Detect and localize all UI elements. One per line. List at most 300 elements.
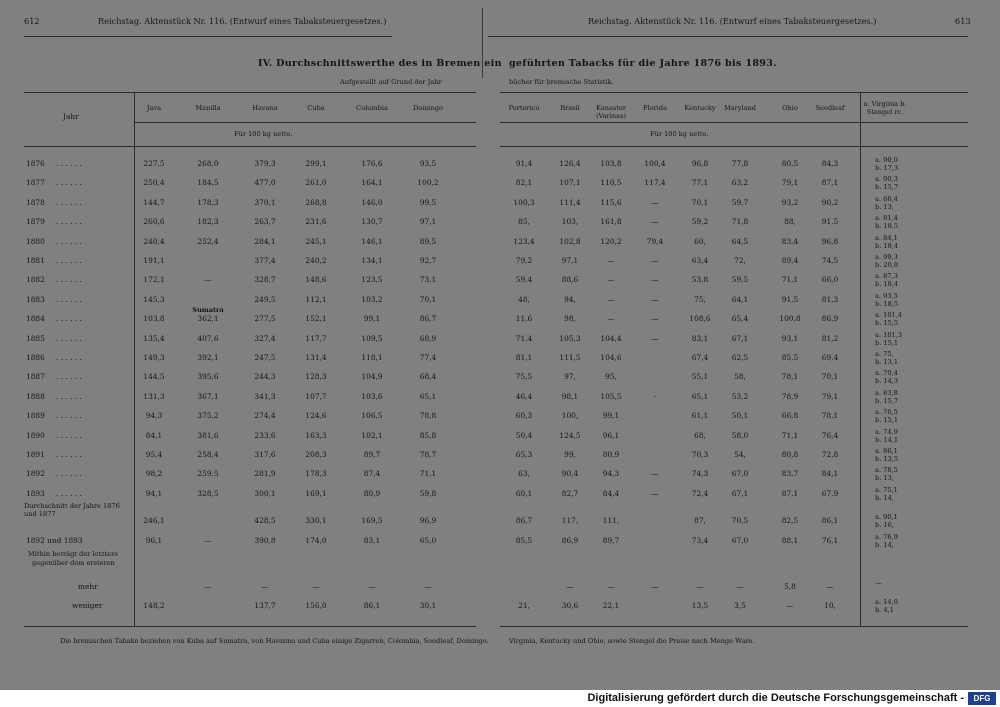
- year-label: 1886: [26, 353, 45, 362]
- cell-virginia-a: a. 93,5: [875, 291, 898, 300]
- right-page-number: 613: [955, 16, 971, 26]
- cell-virginia-a: —: [875, 579, 882, 587]
- cell-right: 77,8: [731, 159, 749, 168]
- cell-left: 78,8: [419, 411, 437, 421]
- cell-left: 145,3: [143, 294, 165, 304]
- cell-left: 277,5: [254, 314, 276, 324]
- diff-label-1: Mithin beträgt der letztere: [28, 550, 119, 558]
- cell-right: 105,5: [600, 391, 622, 401]
- cell-right: 120,2: [600, 236, 622, 246]
- cell-right: 21,: [518, 601, 530, 610]
- cell-virginia-a: a. 75,1: [875, 485, 898, 494]
- cell-left: —: [204, 275, 212, 285]
- cell-right: 59,4: [515, 275, 533, 285]
- cell-right: 99,1: [602, 411, 620, 421]
- cell-right: 88,6: [561, 275, 579, 285]
- cell-right: 82,5: [781, 516, 799, 525]
- cell-right: 87,1: [821, 178, 839, 188]
- leader-dots: . . . . . .: [56, 391, 82, 401]
- cell-right: 64,5: [731, 236, 749, 246]
- cell-right: —: [651, 488, 659, 498]
- cell-left: 97,1: [419, 217, 437, 227]
- cell-left: 103,8: [143, 314, 165, 324]
- cell-right: 100,8: [779, 314, 801, 324]
- cell-left: 244,3: [254, 372, 276, 382]
- cell-right: 53,8: [691, 275, 709, 285]
- year-label: 1879: [26, 217, 45, 227]
- year-label: 1878: [26, 197, 45, 207]
- cell-right: 110,5: [600, 178, 622, 188]
- cell-virginia-b: b. 13,1: [875, 358, 899, 366]
- cell-right: 96,8: [821, 236, 839, 246]
- cell-virginia-b: b. 15,1: [875, 416, 899, 425]
- cell-left: 83,1: [363, 536, 381, 545]
- cell-virginia-b: b. 14,1: [875, 435, 899, 444]
- cell-left: 227,5: [143, 159, 165, 168]
- cell-right: 54,: [734, 450, 746, 459]
- cell-right: 83,4: [781, 236, 799, 246]
- cell-right: —: [696, 582, 704, 591]
- table-top-rule: [24, 92, 476, 93]
- cell-left: 93,5: [419, 159, 437, 168]
- cell-left: 130,7: [361, 217, 383, 227]
- year-label: 1887: [26, 372, 45, 382]
- year-label: 1876: [26, 159, 45, 168]
- cell-left: 89,5: [419, 236, 437, 246]
- left-running-head: Reichstag. Aktenstück Nr. 116. (Entwurf eines Tabaksteuergesetzes.): [98, 16, 387, 26]
- cell-left: 131,4: [305, 353, 327, 362]
- cell-right: 93,1: [781, 333, 799, 343]
- cell-left: 134,1: [361, 256, 383, 265]
- cell-left: 77,4: [419, 353, 437, 362]
- cell-right: —: [607, 582, 615, 591]
- year-column-header: Jahr: [63, 112, 79, 121]
- cell-right: 84,1: [821, 469, 839, 479]
- cell-left: 176,6: [361, 159, 383, 168]
- cell-right: 67,0: [731, 469, 749, 479]
- cell-left: 281,9: [254, 469, 276, 479]
- cell-left: 169,1: [305, 488, 327, 498]
- year-col-divider: [134, 92, 135, 626]
- more-label: mehr: [78, 582, 98, 591]
- cell-left: 65,1: [419, 391, 437, 401]
- cell-virginia-a: a. 74,9: [875, 427, 898, 436]
- cell-right: 69,4: [821, 353, 839, 362]
- cell-left: 152,1: [305, 314, 327, 324]
- cell-right: 103,8: [600, 159, 622, 168]
- cell-right: 85,: [518, 217, 530, 227]
- cell-virginia-b: b. 18,4: [875, 241, 899, 250]
- cell-right: 70,5: [731, 516, 749, 525]
- cell-right: 85,5: [515, 536, 533, 545]
- leader-dots: . . . . . .: [56, 236, 82, 246]
- cell-right: 63,: [518, 469, 530, 479]
- cell-left: 268,8: [305, 197, 327, 207]
- cell-left: 362,1: [197, 314, 219, 324]
- cell-left: 381,6: [197, 430, 219, 440]
- cell-right: 104,4: [600, 333, 622, 343]
- cell-left: 377,4: [254, 256, 276, 265]
- cell-left: 258,4: [197, 450, 219, 459]
- cell-right: 80,8: [781, 450, 799, 459]
- column-header-left: Java: [146, 104, 162, 112]
- cell-right: 94,: [564, 294, 576, 304]
- cell-left: 98,2: [145, 469, 163, 479]
- cell-left: 103,2: [361, 294, 383, 304]
- cell-left: 375,2: [197, 411, 219, 421]
- cell-right: 123,4: [513, 236, 535, 246]
- cell-left: 330,1: [305, 516, 327, 525]
- cell-left: 392,1: [197, 353, 219, 362]
- cell-left: 395,6: [197, 372, 219, 382]
- cell-right: 81,1: [515, 353, 533, 362]
- column-header-right: Ohio: [782, 104, 798, 112]
- cell-virginia-a: a. 101,3: [875, 330, 902, 339]
- cell-left: 250,4: [143, 178, 165, 188]
- cell-right: 67,9: [821, 488, 839, 498]
- subtitle-left: Aufgestellt auf Grund der Jahr: [340, 78, 442, 86]
- cell-virginia-b: b. 16,: [875, 521, 894, 529]
- cell-virginia-a: a. 81,4: [875, 214, 898, 223]
- unit-label-left: Für 100 kg netto.: [234, 130, 293, 138]
- cell-right: 93,2: [781, 197, 799, 207]
- cell-left: 128,3: [305, 372, 327, 382]
- cell-right: 71,8: [731, 217, 749, 227]
- cell-left: 144,5: [143, 372, 165, 382]
- cell-left: 164,1: [361, 178, 383, 188]
- cell-virginia-b: b. 15,7: [875, 396, 899, 405]
- cell-right: 78,1: [821, 411, 839, 421]
- cell-right: 48,: [518, 294, 530, 304]
- cell-right: —: [607, 294, 615, 304]
- year-label: 1891: [26, 450, 45, 459]
- cell-right: 60,1: [515, 488, 533, 498]
- cell-right: —: [566, 582, 574, 591]
- cell-right: 70,3: [691, 450, 709, 459]
- leader-dots: . . . . . .: [56, 256, 82, 265]
- cell-right: 83,7: [781, 469, 799, 479]
- cell-left: 131,3: [143, 391, 165, 401]
- year-label: 1893: [26, 488, 45, 498]
- cell-virginia-b: b. 18,5: [875, 222, 899, 231]
- cell-right: 115,6: [600, 197, 622, 207]
- cell-left: 117,7: [305, 333, 327, 343]
- cell-right: 94,3: [602, 469, 620, 479]
- cell-right: 65,1: [691, 391, 709, 401]
- cell-right: 103,: [561, 217, 579, 227]
- cell-right: 76,1: [821, 536, 839, 545]
- cell-right: —: [651, 217, 659, 227]
- leader-dots: . . . . . .: [56, 411, 82, 421]
- cell-left: 379,3: [254, 159, 276, 168]
- leader-dots: . . . . . .: [56, 469, 82, 479]
- cell-right: 3,5: [734, 601, 746, 610]
- column-header-left: Manilla: [195, 104, 221, 112]
- cell-right: 117,: [561, 516, 579, 525]
- cell-left: 263,7: [254, 217, 276, 227]
- title-right: geführten Tabacks für die Jahre 1876 bis 1893.: [509, 58, 777, 69]
- cell-right: 82,7: [561, 488, 579, 498]
- cell-right: —: [607, 314, 615, 324]
- cell-left: 163,3: [305, 430, 327, 440]
- footnote-right: Virginia, Kentucky und Ohio, sowie Stengel die Preise nach Menge Ware.: [509, 637, 755, 645]
- cell-left: 96,1: [145, 536, 163, 545]
- cell-right: 105,3: [559, 333, 581, 343]
- cell-left: 92,7: [419, 256, 437, 265]
- span-label: 1892 und 1893: [26, 536, 83, 545]
- cell-virginia-b: b. 14,: [875, 493, 894, 502]
- cell-left: 327,4: [254, 333, 276, 343]
- cell-right: 96,1: [602, 430, 620, 440]
- less-label: weniger: [72, 601, 103, 610]
- cell-left: 86,7: [419, 314, 437, 324]
- cell-right: 84,4: [602, 488, 620, 498]
- cell-left: —: [312, 582, 320, 591]
- cell-right: 74,3: [691, 469, 709, 479]
- cell-right: 59,2: [691, 217, 709, 227]
- leader-dots: . . . . . .: [56, 372, 82, 382]
- cell-virginia-b: b. 13,: [875, 474, 894, 483]
- cell-right: 79,1: [781, 178, 799, 188]
- cell-right: —: [607, 275, 615, 285]
- digitization-footer: [0, 690, 1000, 707]
- cell-left: 102,1: [361, 430, 383, 440]
- leader-dots: . . . . . .: [56, 294, 82, 304]
- cell-left: 299,1: [305, 159, 327, 168]
- cell-left: 240,4: [143, 236, 165, 246]
- cell-right: 83,1: [691, 333, 709, 343]
- cell-right: 61,1: [691, 411, 709, 421]
- cell-right: 82,1: [515, 178, 533, 188]
- cell-right: 95,: [605, 372, 617, 382]
- cell-left: —: [204, 582, 212, 591]
- cell-right: 64,1: [731, 294, 749, 304]
- column-header-left: Havana: [252, 104, 278, 112]
- cell-right: 87,: [694, 516, 706, 525]
- year-label: 1880: [26, 236, 45, 246]
- cell-right: 68,: [694, 430, 706, 440]
- cell-right: 97,1: [561, 256, 579, 265]
- cell-right: 88,1: [781, 536, 799, 545]
- cell-right: 90,2: [821, 197, 839, 207]
- leader-dots: . . . . . .: [56, 178, 82, 188]
- cell-left: 240,2: [305, 256, 327, 265]
- cell-right: 98,1: [561, 391, 579, 401]
- footer-text: Digitalisierung gefördert durch die Deutsche Forschungsgemeinschaft -: [587, 692, 964, 704]
- column-header-right: Seedleaf: [815, 104, 845, 112]
- cell-right: —: [651, 469, 659, 479]
- cell-virginia-b: b. 17,3: [875, 164, 899, 172]
- cell-virginia-a: a. 76,9: [875, 533, 898, 541]
- cell-left: 184,5: [197, 178, 219, 188]
- cell-left: 118,1: [361, 353, 383, 362]
- cell-right: 67,1: [731, 488, 749, 498]
- cell-left: 317,6: [254, 450, 276, 459]
- year-label: 1881: [26, 256, 45, 265]
- cell-right: —: [651, 582, 659, 591]
- cell-left: 148,2: [143, 601, 165, 610]
- cell-left: 178,3: [197, 197, 219, 207]
- cell-right: 74,5: [821, 256, 839, 265]
- cell-right: 72,4: [691, 488, 709, 498]
- cell-right: —: [651, 197, 659, 207]
- cell-left: 112,1: [305, 294, 327, 304]
- table-bottom-rule: [24, 626, 476, 627]
- cell-left: 89,7: [363, 450, 381, 459]
- cell-right: 85,5: [781, 353, 799, 362]
- cell-right: 79,2: [515, 256, 533, 265]
- leader-dots: . . . . . .: [56, 333, 82, 343]
- cell-right: 90,4: [561, 469, 579, 479]
- leader-dots: . . . . . .: [56, 430, 82, 440]
- cell-left: 208,3: [305, 450, 327, 459]
- cell-right: 71,4: [515, 333, 533, 343]
- left-page-number: 612: [24, 16, 40, 26]
- cell-right: 81,2: [821, 333, 839, 343]
- cell-right: 77,1: [691, 178, 709, 188]
- cell-left: 247,5: [254, 353, 276, 362]
- cell-left: 191,1: [143, 256, 165, 265]
- cell-right: 80,9: [602, 450, 620, 459]
- cell-right: 22,1: [602, 601, 620, 610]
- cell-left: 78,7: [419, 450, 437, 459]
- cell-left: 367,1: [197, 391, 219, 401]
- header-bottom-rule: [24, 146, 476, 147]
- cell-left: 328,5: [197, 488, 219, 498]
- cell-left: 107,7: [305, 391, 327, 401]
- cell-right: 65,4: [731, 314, 749, 324]
- cell-right: 73,4: [691, 536, 709, 545]
- cell-right: 98,: [564, 314, 576, 324]
- cell-left: 233,6: [254, 430, 276, 440]
- cell-left: 109,5: [361, 333, 383, 343]
- cell-right: 96,8: [691, 159, 709, 168]
- cell-virginia-a: a. 83,8: [875, 388, 898, 397]
- cell-right: 79,1: [821, 391, 839, 401]
- cell-right: 99,: [564, 450, 576, 459]
- leader-dots: . . . . . .: [56, 159, 82, 168]
- column-header-left: Cuba: [307, 104, 325, 112]
- unit-label-right: Für 100 kg netto.: [650, 130, 709, 138]
- cell-right: 72,: [734, 256, 746, 265]
- cell-left: 124,6: [305, 411, 327, 421]
- cell-right: 91,5: [781, 294, 799, 304]
- table-top-rule-right: [500, 92, 968, 93]
- cell-right: 63,4: [691, 256, 709, 265]
- cell-right: 59,5: [731, 275, 749, 285]
- cell-right: 86,7: [515, 516, 533, 525]
- cell-right: —: [736, 582, 744, 591]
- cell-left: 135,4: [143, 333, 165, 343]
- year-label: 1885: [26, 333, 45, 343]
- cell-right: 10,: [824, 601, 836, 610]
- cell-virginia-b: b. 13,5: [875, 455, 899, 463]
- cell-left: 80,9: [363, 488, 381, 498]
- cell-left: 103,6: [361, 391, 383, 401]
- column-header-right: Brasil: [560, 104, 580, 112]
- cell-right: 71,1: [781, 275, 799, 285]
- cell-right: 87,1: [781, 488, 799, 498]
- cell-right: 97,: [564, 372, 576, 382]
- cell-right: —: [651, 275, 659, 285]
- cell-left: 390,8: [254, 536, 276, 545]
- cell-right: 84,3: [821, 159, 839, 168]
- cell-left: 95,4: [145, 450, 163, 459]
- cell-left: 123,5: [361, 275, 383, 285]
- left-head-rule: [24, 36, 392, 37]
- cell-right: 60,: [694, 236, 706, 246]
- leader-dots: . . . . . .: [56, 197, 82, 207]
- cell-right: 5,8: [784, 582, 796, 591]
- cell-virginia-b: b. 14,3: [875, 377, 899, 386]
- cell-left: 104,9: [361, 372, 383, 382]
- cell-left: 156,0: [305, 601, 327, 610]
- cell-virginia-b: b. 13,: [875, 202, 894, 211]
- cell-virginia-a: a. 76,5: [875, 408, 898, 417]
- right-running-head: Reichstag. Aktenstück Nr. 116. (Entwurf eines Tabaksteuergesetzes.): [588, 16, 877, 26]
- cell-left: 86,1: [363, 601, 381, 610]
- cell-right: 75,: [694, 294, 706, 304]
- cell-virginia-b: b. 15,7: [875, 183, 899, 192]
- column-head-rule: [134, 122, 476, 123]
- cell-right: 70,1: [691, 197, 709, 207]
- cell-left: 246,1: [143, 516, 165, 525]
- cell-left: 99,5: [419, 197, 437, 207]
- leader-dots: . . . . . .: [56, 314, 82, 324]
- cell-left: 300,1: [254, 488, 276, 498]
- cell-left: 84,1: [145, 430, 163, 440]
- cell-left: 146,1: [361, 236, 383, 246]
- cell-right: 86,1: [821, 516, 839, 525]
- cell-right: 71,1: [781, 430, 799, 440]
- cell-right: 66,8: [781, 411, 799, 421]
- cell-right: —: [607, 256, 615, 265]
- sumatra-note: Sumatra: [192, 306, 224, 315]
- cell-left: 94,3: [145, 411, 163, 421]
- column-header-virginia: a. Virginia b. Stengel rc.: [863, 100, 907, 116]
- cell-virginia-a: a. 75,: [875, 350, 894, 358]
- column-header-right: Maryland: [723, 104, 757, 112]
- diff-label-2: gegenüber dem ersteren: [32, 559, 115, 567]
- cell-left: 149,3: [143, 353, 165, 362]
- cell-left: 252,4: [197, 236, 219, 246]
- cell-left: 174,0: [305, 536, 327, 545]
- subtitle-right: bücher für bremische Statistik.: [509, 78, 614, 86]
- cell-left: 99,1: [363, 314, 381, 324]
- cell-right: 111,4: [559, 197, 581, 207]
- cell-right: ·: [653, 391, 657, 401]
- cell-left: 106,5: [361, 411, 383, 421]
- cell-virginia-a: a. 90,0: [875, 156, 898, 164]
- cell-right: 124,5: [559, 430, 581, 440]
- cell-right: 66,0: [821, 275, 839, 285]
- cell-right: 11,6: [515, 314, 533, 324]
- leader-dots: . . . . . .: [56, 450, 82, 459]
- column-header-left: Columbia: [356, 104, 388, 112]
- cell-right: 91,5: [821, 217, 839, 227]
- cell-left: —: [424, 582, 432, 591]
- cell-right: 80,5: [781, 159, 799, 168]
- cell-left: 370,1: [254, 197, 276, 207]
- cell-virginia-b: b. 14,: [875, 541, 894, 549]
- cell-right: 13,5: [691, 601, 709, 610]
- year-label: 1877: [26, 178, 45, 188]
- cell-right: 70,1: [821, 372, 839, 382]
- cell-right: 89,4: [781, 256, 799, 265]
- cell-virginia-b: b. 18,4: [875, 280, 899, 289]
- cell-right: 59,7: [731, 197, 749, 207]
- year-label: 1888: [26, 391, 45, 401]
